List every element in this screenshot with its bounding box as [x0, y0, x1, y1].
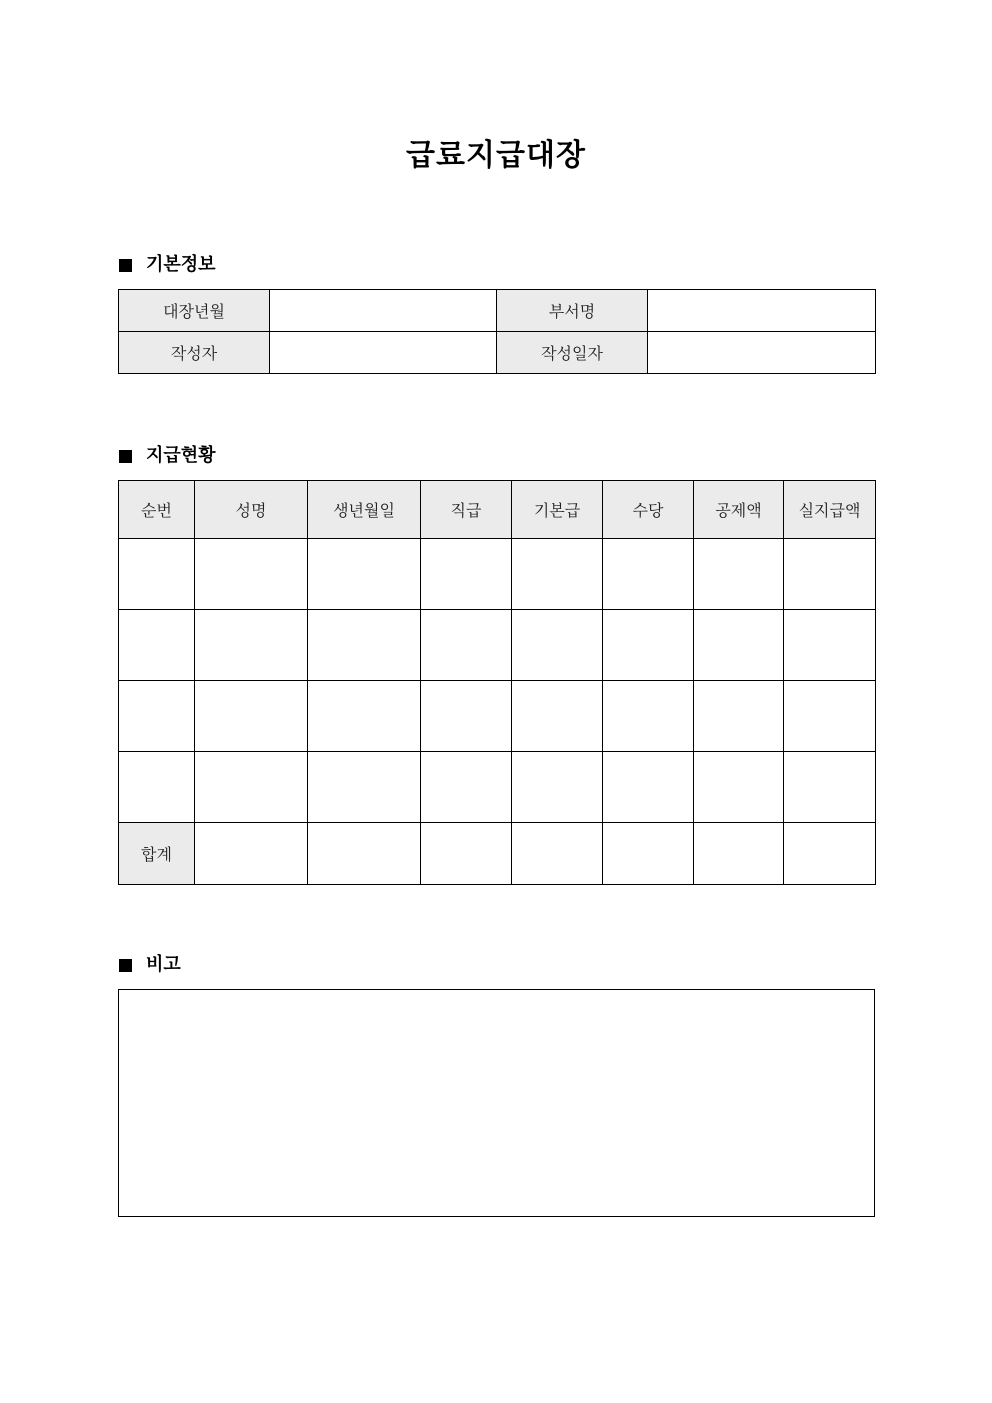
field-value-ledger-month[interactable]: [270, 290, 497, 332]
total-label: 합계: [119, 823, 195, 885]
table-row: [119, 539, 876, 610]
cell-deduction[interactable]: [694, 610, 784, 681]
total-cell-name[interactable]: [195, 823, 308, 885]
cell-birthdate[interactable]: [308, 752, 421, 823]
cell-birthdate[interactable]: [308, 681, 421, 752]
cell-net-pay[interactable]: [784, 539, 876, 610]
cell-base-pay[interactable]: [512, 681, 603, 752]
column-header-deduction: 공제액: [694, 481, 784, 539]
column-header-allowance: 수당: [603, 481, 694, 539]
column-header-birthdate: 생년월일: [308, 481, 421, 539]
field-label-date-written: 작성일자: [497, 332, 648, 374]
total-cell-deduction[interactable]: [694, 823, 784, 885]
remarks-box[interactable]: [118, 989, 875, 1217]
total-row: [119, 823, 876, 885]
column-header-position: 직급: [421, 481, 512, 539]
section-heading-payment-status: [119, 444, 216, 468]
table-row: [119, 752, 876, 823]
column-header-number: 순번: [119, 481, 195, 539]
square-bullet-icon: [119, 259, 132, 272]
table-row: [119, 332, 876, 374]
section-heading-remarks: [119, 953, 181, 977]
section-heading-basic-info: [119, 253, 216, 277]
cell-name[interactable]: [195, 752, 308, 823]
cell-allowance[interactable]: [603, 610, 694, 681]
cell-number[interactable]: [119, 752, 195, 823]
cell-position[interactable]: [421, 610, 512, 681]
cell-allowance[interactable]: [603, 539, 694, 610]
cell-base-pay[interactable]: [512, 610, 603, 681]
cell-net-pay[interactable]: [784, 681, 876, 752]
cell-net-pay[interactable]: [784, 610, 876, 681]
total-cell-allowance[interactable]: [603, 823, 694, 885]
cell-position[interactable]: [421, 539, 512, 610]
total-cell-base-pay[interactable]: [512, 823, 603, 885]
square-bullet-icon: [119, 450, 132, 463]
section-heading-text: 비고: [146, 954, 181, 975]
field-value-author[interactable]: [270, 332, 497, 374]
total-cell-position[interactable]: [421, 823, 512, 885]
cell-base-pay[interactable]: [512, 752, 603, 823]
cell-position[interactable]: [421, 681, 512, 752]
table-header-row: [119, 481, 876, 539]
column-header-net-pay: 실지급액: [784, 481, 876, 539]
field-value-department[interactable]: [648, 290, 876, 332]
cell-deduction[interactable]: [694, 681, 784, 752]
column-header-base-pay: 기본급: [512, 481, 603, 539]
total-cell-birthdate[interactable]: [308, 823, 421, 885]
field-label-ledger-month: 대장년월: [119, 290, 270, 332]
cell-deduction[interactable]: [694, 539, 784, 610]
cell-name[interactable]: [195, 610, 308, 681]
square-bullet-icon: [119, 959, 132, 972]
column-header-name: 성명: [195, 481, 308, 539]
cell-position[interactable]: [421, 752, 512, 823]
table-row: [119, 610, 876, 681]
cell-allowance[interactable]: [603, 752, 694, 823]
cell-allowance[interactable]: [603, 681, 694, 752]
document-title: 급료지급대장: [406, 138, 586, 173]
cell-name[interactable]: [195, 681, 308, 752]
field-label-author: 작성자: [119, 332, 270, 374]
basic-info-table: [118, 289, 876, 374]
cell-birthdate[interactable]: [308, 539, 421, 610]
cell-base-pay[interactable]: [512, 539, 603, 610]
section-heading-text: 지급현황: [146, 445, 216, 466]
cell-number[interactable]: [119, 610, 195, 681]
cell-name[interactable]: [195, 539, 308, 610]
cell-number[interactable]: [119, 681, 195, 752]
table-row: [119, 290, 876, 332]
payment-status-table: [118, 480, 876, 885]
cell-birthdate[interactable]: [308, 610, 421, 681]
field-label-department: 부서명: [497, 290, 648, 332]
total-cell-net-pay[interactable]: [784, 823, 876, 885]
cell-net-pay[interactable]: [784, 752, 876, 823]
cell-deduction[interactable]: [694, 752, 784, 823]
cell-number[interactable]: [119, 539, 195, 610]
section-heading-text: 기본정보: [146, 254, 216, 275]
field-value-date-written[interactable]: [648, 332, 876, 374]
table-row: [119, 681, 876, 752]
